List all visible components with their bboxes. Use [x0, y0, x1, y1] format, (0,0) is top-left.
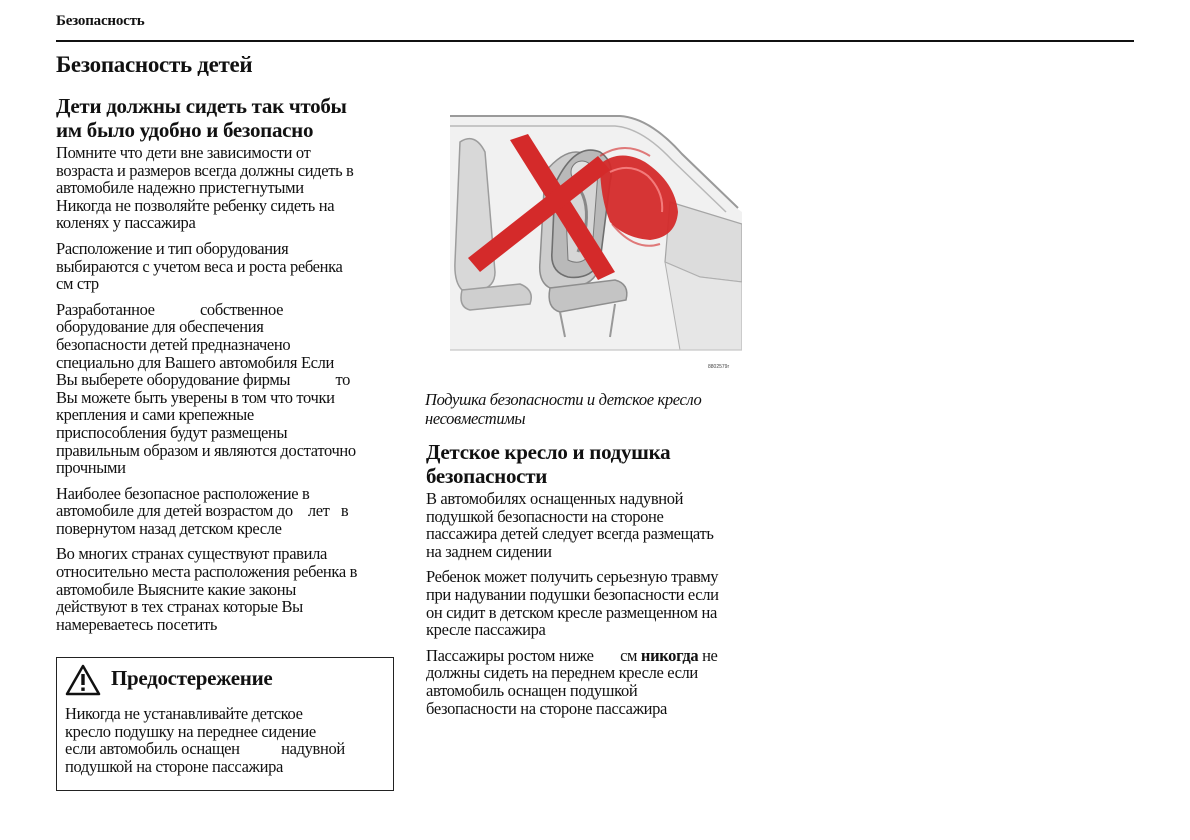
- warning-title: Предостережение: [111, 666, 273, 690]
- text-line: см стр: [56, 274, 99, 294]
- text-line: крепления и сами крепежные: [56, 405, 254, 425]
- text-line: Наиболее безопасное расположение в: [56, 483, 310, 503]
- text-line: автомобиле для детей возрастом до лет в: [56, 501, 349, 521]
- text-line: приспособления будут размещены: [56, 422, 288, 442]
- text-line: повернутом назад детском кресле: [56, 518, 282, 538]
- caption-line: Подушка безопасности и детское кресло: [425, 390, 702, 409]
- text-fragment: не: [698, 645, 718, 665]
- text-line: Расположение и тип оборудования: [56, 238, 289, 258]
- text-fragment: Пассажиры ростом ниже см: [426, 645, 641, 665]
- page-title: Безопасность детей: [56, 52, 253, 77]
- image-code: 8802579r: [708, 364, 730, 370]
- caption-line: несовместимы: [425, 409, 526, 428]
- text-line: Вы выберете оборудование фирмы то: [56, 370, 351, 390]
- text-line: кресле пассажира: [426, 620, 546, 640]
- text-line: должны сидеть на переднем кресле если: [426, 663, 698, 683]
- emphasis-never: никогда: [640, 645, 699, 665]
- text-line: возраста и размеров всегда должны сидеть в: [56, 160, 354, 180]
- text-line: Вы можете быть уверены в том что точки: [56, 387, 335, 407]
- text-line: он сидит в детском кресле размещенном на: [426, 602, 717, 622]
- text-line: специально для Вашего автомобиля Если: [56, 352, 335, 372]
- text-line: если автомобиль оснащен надувной: [65, 739, 345, 759]
- text-line: Никогда не позволяйте ребенку сидеть на: [56, 195, 335, 215]
- text-line: действуют в тех странах которые Вы: [56, 597, 303, 617]
- text-line: безопасности детей предназначено: [56, 334, 291, 354]
- text-line: на заднем сидении: [426, 541, 552, 561]
- warning-text: [65, 705, 345, 775]
- left-heading: [56, 94, 401, 142]
- figure-caption: [425, 390, 701, 428]
- text-line: [426, 647, 771, 665]
- paragraph: [56, 144, 401, 232]
- text-line: В автомобилях оснащенных надувной: [426, 489, 684, 508]
- text-line: подушкой безопасности на стороне: [426, 506, 664, 526]
- text-line: пассажира детей следует всегда размещать: [426, 524, 714, 544]
- text-line: кресло подушку на переднее сидение: [65, 721, 316, 741]
- right-heading: [426, 440, 771, 488]
- text-line: правильным образом и являются достаточно: [56, 440, 356, 460]
- left-heading-line: Дети должны сидеть так чтобы: [56, 94, 347, 118]
- text-line: коленях у пассажира: [56, 213, 196, 233]
- text-line: безопасности на стороне пассажира: [426, 698, 668, 718]
- text-line: намереваетесь посетить: [56, 614, 218, 634]
- text-line: Разработанное собственное: [56, 299, 284, 319]
- left-heading-line: им было удобно и безопасно: [56, 118, 314, 142]
- paragraph: [56, 301, 401, 477]
- text-line: относительно места расположения ребенка в: [56, 562, 358, 582]
- paragraph: [56, 545, 401, 633]
- text-line: прочными: [56, 458, 126, 478]
- text-line: Ребенок может получить серьезную травму: [426, 567, 719, 587]
- text-line: Во многих странах существуют правила: [56, 544, 327, 564]
- right-column: [426, 440, 771, 725]
- paragraph: [426, 490, 771, 560]
- warning-triangle-icon: [65, 664, 101, 696]
- text-line: при надувании подушки безопасности если: [426, 584, 719, 604]
- left-column: [56, 94, 401, 641]
- right-heading-line: Детское кресло и подушка: [426, 440, 671, 464]
- right-heading-line: безопасности: [426, 464, 548, 488]
- text-line: оборудование для обеспечения: [56, 317, 264, 337]
- warning-box: [56, 657, 394, 791]
- text-line: выбираются с учетом веса и роста ребенка: [56, 256, 343, 276]
- text-line: автомобиль оснащен подушкой: [426, 680, 638, 700]
- text-line: подушкой на стороне пассажира: [65, 756, 283, 776]
- text-line: Никогда не устанавливайте детское: [65, 704, 303, 723]
- text-line: автомобиле Выясните какие законы: [56, 579, 296, 599]
- paragraph: [426, 568, 771, 638]
- text-line: Помните что дети вне зависимости от: [56, 143, 311, 162]
- running-header: Безопасность: [56, 13, 145, 29]
- header-rule: [56, 40, 1134, 42]
- text-line: автомобиле надежно пристегнутыми: [56, 178, 304, 198]
- paragraph: [426, 647, 771, 717]
- airbag-child-seat-illustration: [450, 112, 742, 380]
- paragraph: [56, 485, 401, 538]
- paragraph: [56, 240, 401, 293]
